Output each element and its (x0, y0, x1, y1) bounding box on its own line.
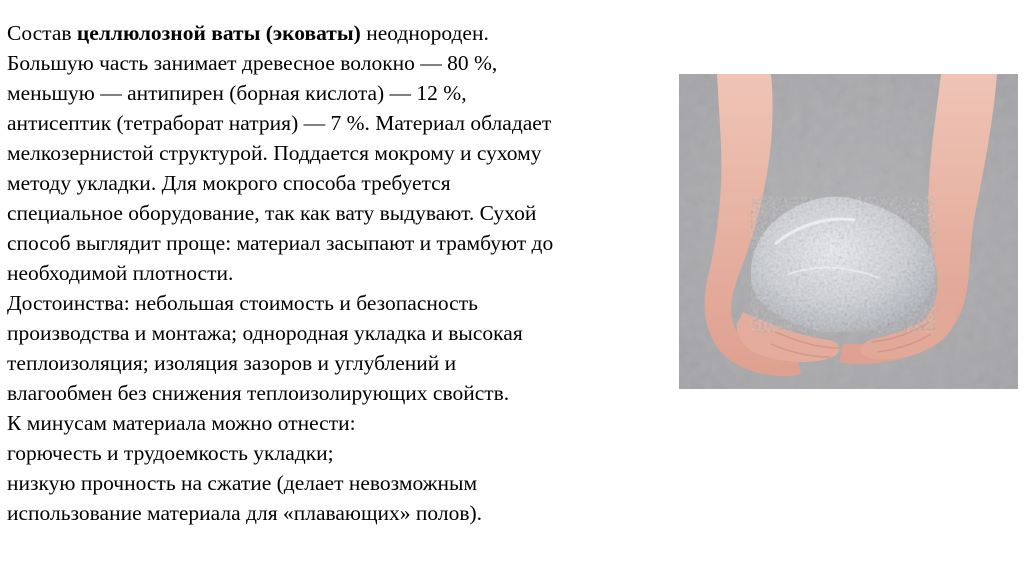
advantages-line: влагообмен без снижения теплоизолирующих свойств. (7, 381, 510, 405)
disadvantages-line: горючесть и трудоемкость укладки; (7, 441, 334, 465)
text-block (7, 18, 667, 528)
ecowool-hands-photo (679, 74, 1018, 389)
composition-line: методу укладки. Для мокрого способа требуется (7, 171, 451, 195)
disadvantages-line: К минусам материала можно отнести: (7, 411, 356, 435)
composition-line: антисептик (тетраборат натрия) — 7 %. Материал обладает (7, 111, 552, 135)
composition-line: необходимой плотности. (7, 261, 234, 285)
composition-line: специальное оборудование, так как вату выдувают. Сухой (7, 201, 537, 225)
composition-line: меньшую — антипирен (борная кислота) — 12 %, (7, 81, 467, 105)
intro-prefix: Состав (7, 21, 77, 45)
ecowool-hands-illustration (679, 74, 1018, 389)
advantages-line: производства и монтажа; однородная укладка и высокая (7, 321, 523, 345)
composition-line: способ выглядит проще: материал засыпают и трамбуют до (7, 231, 554, 255)
composition-line: мелкозернистой структурой. Поддается мокрому и сухому (7, 141, 542, 165)
composition-line: Большую часть занимает древесное волокно — 80 %, (7, 51, 498, 75)
intro-line (7, 18, 667, 48)
disadvantages-line: использование материала для «плавающих» полов). (7, 501, 483, 525)
intro-bold-term: целлюлозной ваты (эковаты) (76, 21, 361, 45)
intro-suffix: неоднороден. (360, 21, 489, 45)
disadvantages-line: низкую прочность на сжатие (делает невозможным (7, 471, 478, 495)
advantages-line: теплоизоляция; изоляция зазоров и углублений и (7, 351, 457, 375)
advantages-line: Достоинства: небольшая стоимость и безопасность (7, 291, 478, 315)
